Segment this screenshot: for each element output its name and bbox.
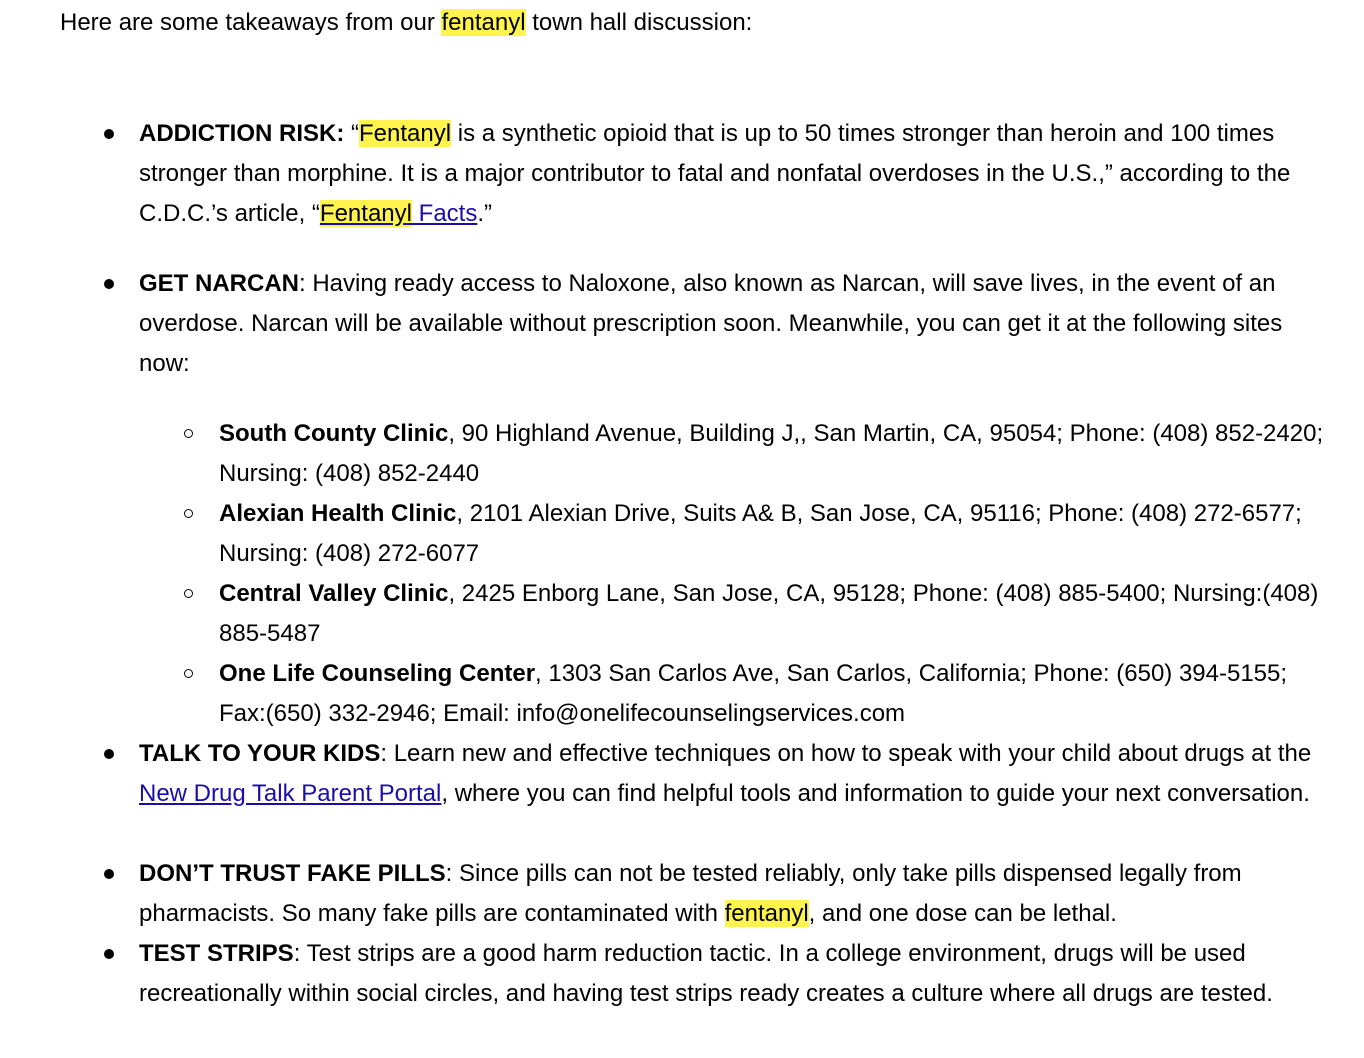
site-name: Alexian Health Clinic bbox=[219, 500, 457, 527]
fentanyl-highlight: Fentanyl bbox=[359, 120, 452, 147]
fentanyl-highlight: fentanyl bbox=[724, 900, 809, 927]
site-name: One Life Counseling Center bbox=[219, 660, 536, 687]
bullet-icon bbox=[104, 949, 114, 959]
fentanyl-facts-link[interactable] bbox=[320, 200, 477, 227]
talk-to-kids-text: : Learn new and effective techniques on how to speak with your child about drugs at the bbox=[380, 740, 1312, 767]
fake-pills-heading: DON’T TRUST FAKE PILLS bbox=[139, 860, 446, 887]
get-narcan-heading: GET NARCAN bbox=[139, 270, 299, 297]
bullet-icon bbox=[104, 749, 114, 759]
list-item-fake-pills bbox=[139, 854, 1319, 934]
list-item-test-strips bbox=[139, 934, 1319, 1014]
site-item-alexian bbox=[219, 494, 1329, 574]
talk-to-kids-text-end: , where you can find helpful tools and information to guide your next conversation. bbox=[441, 780, 1310, 807]
circle-bullet-icon bbox=[184, 589, 193, 598]
fentanyl-facts-link-rest: Facts bbox=[411, 200, 478, 227]
talk-to-kids-heading: TALK TO YOUR KIDS bbox=[139, 740, 381, 767]
bullet-icon bbox=[104, 869, 114, 879]
site-details: , 90 Highland Avenue, Building J,, San Martin, CA, 95054; Phone: (408) 852-2420; Nursing: (408) 852-2440 bbox=[219, 420, 1324, 487]
fentanyl-facts-link-highlight: Fentanyl bbox=[319, 200, 412, 227]
site-details: , 2101 Alexian Drive, Suits A& B, San Jose, CA, 95116; Phone: (408) 272-6577; Nursing: (408) 272-6077 bbox=[219, 500, 1302, 567]
intro-text-after: town hall discussion: bbox=[525, 9, 753, 36]
list-item-get-narcan bbox=[139, 264, 1319, 384]
circle-bullet-icon bbox=[184, 669, 193, 678]
open-quote: “ bbox=[344, 120, 359, 147]
list-item-addiction-risk bbox=[139, 114, 1319, 234]
bullet-icon bbox=[104, 129, 114, 139]
parent-portal-link[interactable]: New Drug Talk Parent Portal bbox=[139, 780, 442, 807]
fake-pills-text-end: , and one dose can be lethal. bbox=[808, 900, 1117, 927]
list-item-talk-to-kids bbox=[139, 734, 1319, 814]
test-strips-text: : Test strips are a good harm reduction tactic. In a college environment, drugs will be used recreationally within social circles, and having test strips ready creates a culture where all drugs are tested. bbox=[139, 940, 1273, 1007]
site-details: , 1303 San Carlos Ave, San Carlos, California; Phone: (650) 394-5155; Fax:(650) 332-2946; Email: info@onelifecounselingservices.com bbox=[219, 660, 1288, 727]
site-item-south-county bbox=[219, 414, 1329, 494]
site-item-central-valley bbox=[219, 574, 1329, 654]
addiction-risk-heading: ADDICTION RISK: bbox=[139, 120, 345, 147]
site-name: South County Clinic bbox=[219, 420, 449, 447]
get-narcan-text: : Having ready access to Naloxone, also known as Narcan, will save lives, in the event of an overdose. Narcan will be available without prescription soon. Meanwhile, you can get it at the following sites now: bbox=[139, 270, 1283, 377]
circle-bullet-icon bbox=[184, 509, 193, 518]
site-name: Central Valley Clinic bbox=[219, 580, 449, 607]
test-strips-heading: TEST STRIPS bbox=[139, 940, 294, 967]
circle-bullet-icon bbox=[184, 429, 193, 438]
addiction-risk-text: is a synthetic opioid that is up to 50 times stronger than heroin and 100 times stronger than morphine. It is a major contributor to fatal and nonfatal overdoses in the U.S.,” according to the C.D.C.’s article, “ bbox=[139, 120, 1291, 227]
site-details: , 2425 Enborg Lane, San Jose, CA, 95128; Phone: (408) 885-5400; Nursing:(408) 885-5487 bbox=[219, 580, 1319, 647]
fentanyl-highlight: fentanyl bbox=[441, 9, 526, 36]
bullet-icon bbox=[104, 279, 114, 289]
site-item-one-life bbox=[219, 654, 1329, 734]
fake-pills-text: : Since pills can not be tested reliably, only take pills dispensed legally from pharmacists. So many fake pills are contaminated with bbox=[139, 860, 1242, 927]
addiction-risk-text-end: .” bbox=[477, 200, 492, 227]
intro-paragraph bbox=[60, 5, 752, 41]
intro-text-before: Here are some takeaways from our bbox=[60, 9, 442, 36]
